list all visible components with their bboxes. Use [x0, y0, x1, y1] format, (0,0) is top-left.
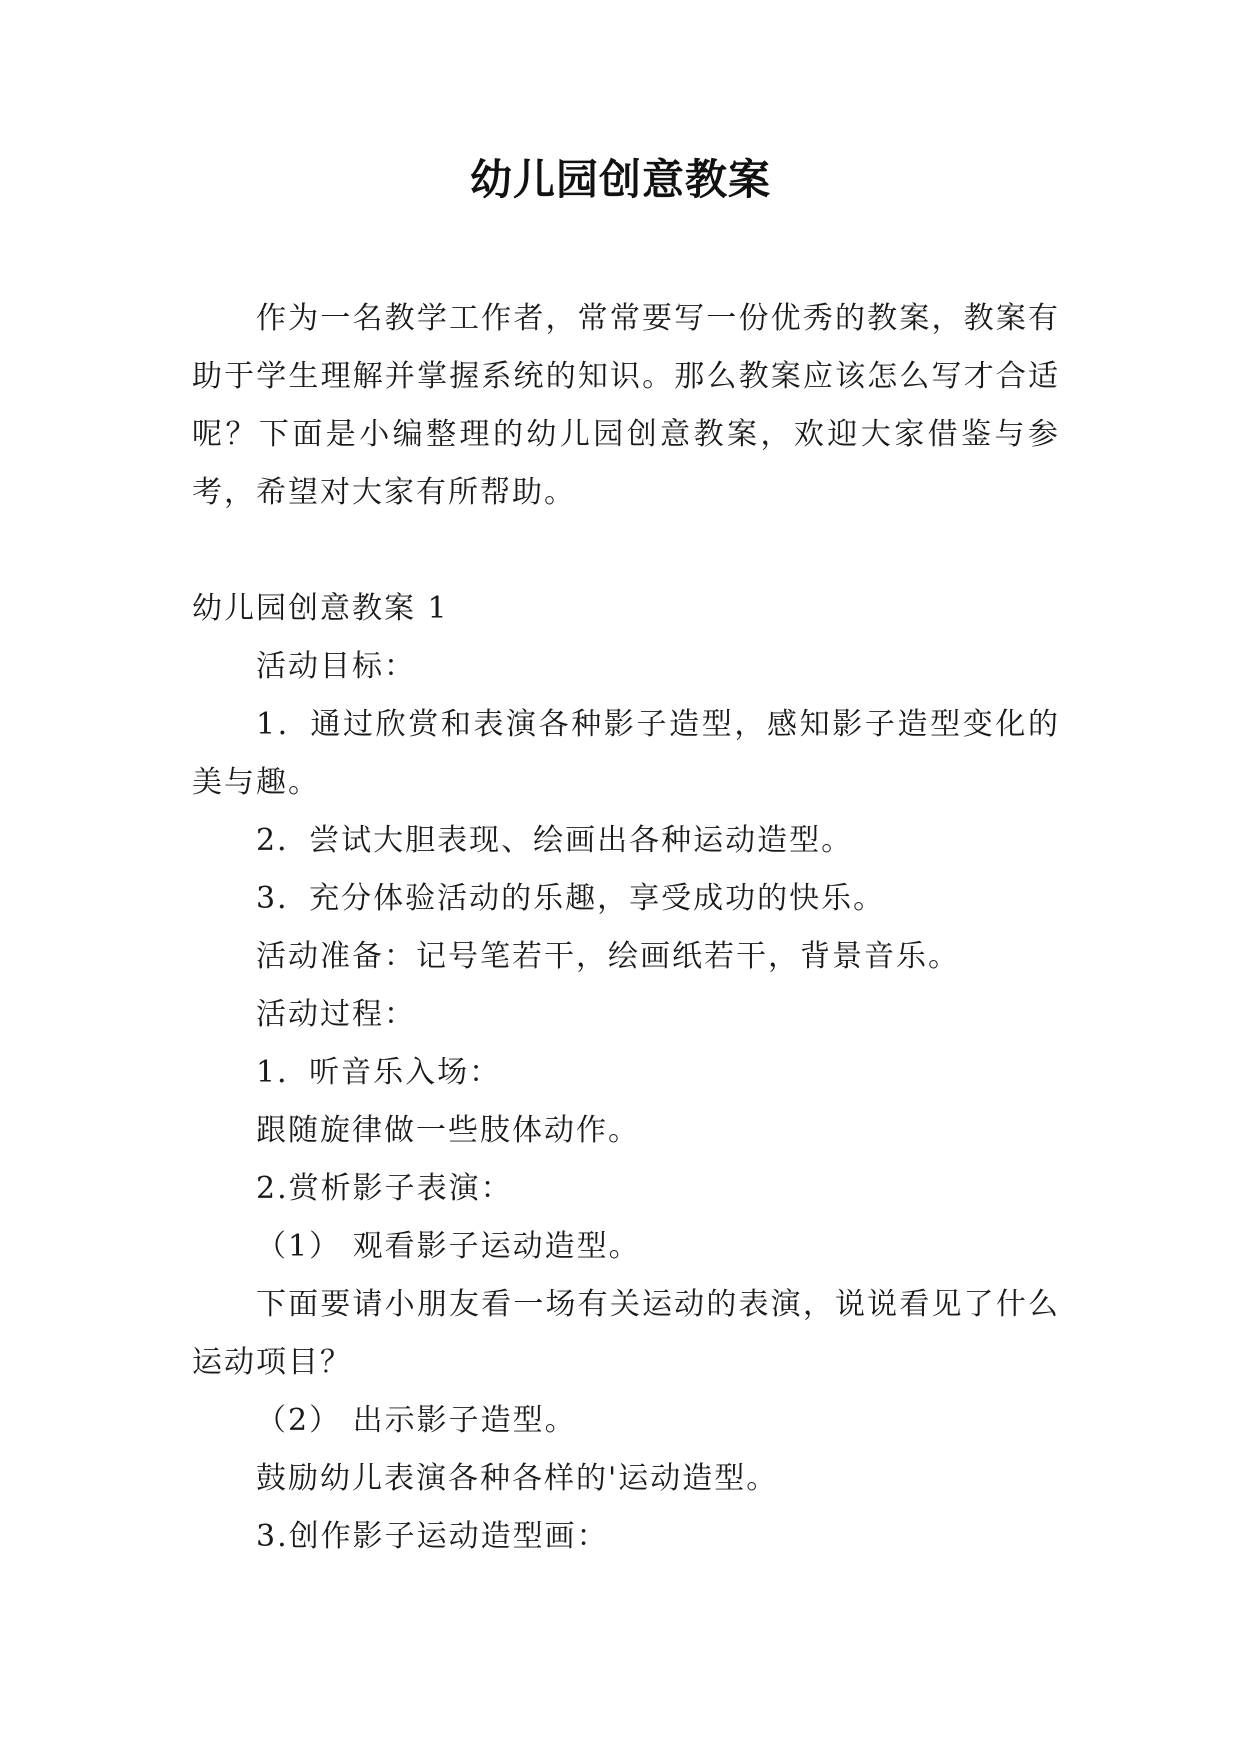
paragraph-activity-goals: 活动目标： [256, 649, 416, 684]
intro-paragraph: 作为一名教学工作者，常常要写一份优秀的教案，教案有助于学生理解并掌握系统的知识。那么教案应该怎么写才合适呢？下面是小编整理的幼儿园创意教案，欢迎大家借鉴与参考，希望对大家有所帮助。 [192, 301, 1060, 510]
paragraph-preparation: 活动准备：记号笔若干，绘画纸若干，背景音乐。 [256, 939, 960, 974]
paragraph-step-1: 1．听音乐入场： [256, 1055, 502, 1090]
paragraph-step-2-1-detail: 下面要请小朋友看一场有关运动的表演，说说看见了什么运动项目？ [192, 1287, 1060, 1380]
paragraph-goal-1: 1．通过欣赏和表演各种影子造型，感知影子造型变化的美与趣。 [192, 707, 1060, 800]
paragraph-step-1-detail: 跟随旋律做一些肢体动作。 [256, 1113, 640, 1148]
paragraph-process: 活动过程： [256, 997, 416, 1032]
paragraph-step-2: 2.赏析影子表演： [256, 1171, 513, 1206]
paragraph-step-2-2-detail: 鼓励幼儿表演各种各样的'运动造型。 [256, 1461, 779, 1496]
paragraph-goal-2: 2．尝试大胆表现、绘画出各种运动造型。 [256, 823, 854, 858]
paragraph-step-2-1: （1） 观看影子运动造型。 [256, 1229, 641, 1264]
paragraph-step-2-2: （2） 出示影子造型。 [256, 1403, 577, 1438]
paragraph-goal-3: 3．充分体验活动的乐趣，享受成功的快乐。 [256, 881, 886, 916]
document-title: 幼儿园创意教案 [469, 155, 771, 204]
section-heading: 幼儿园创意教案 1 [192, 591, 449, 626]
lesson-plan-body [192, 580, 1060, 1566]
paragraph-step-3: 3.创作影子运动造型画： [256, 1519, 609, 1554]
